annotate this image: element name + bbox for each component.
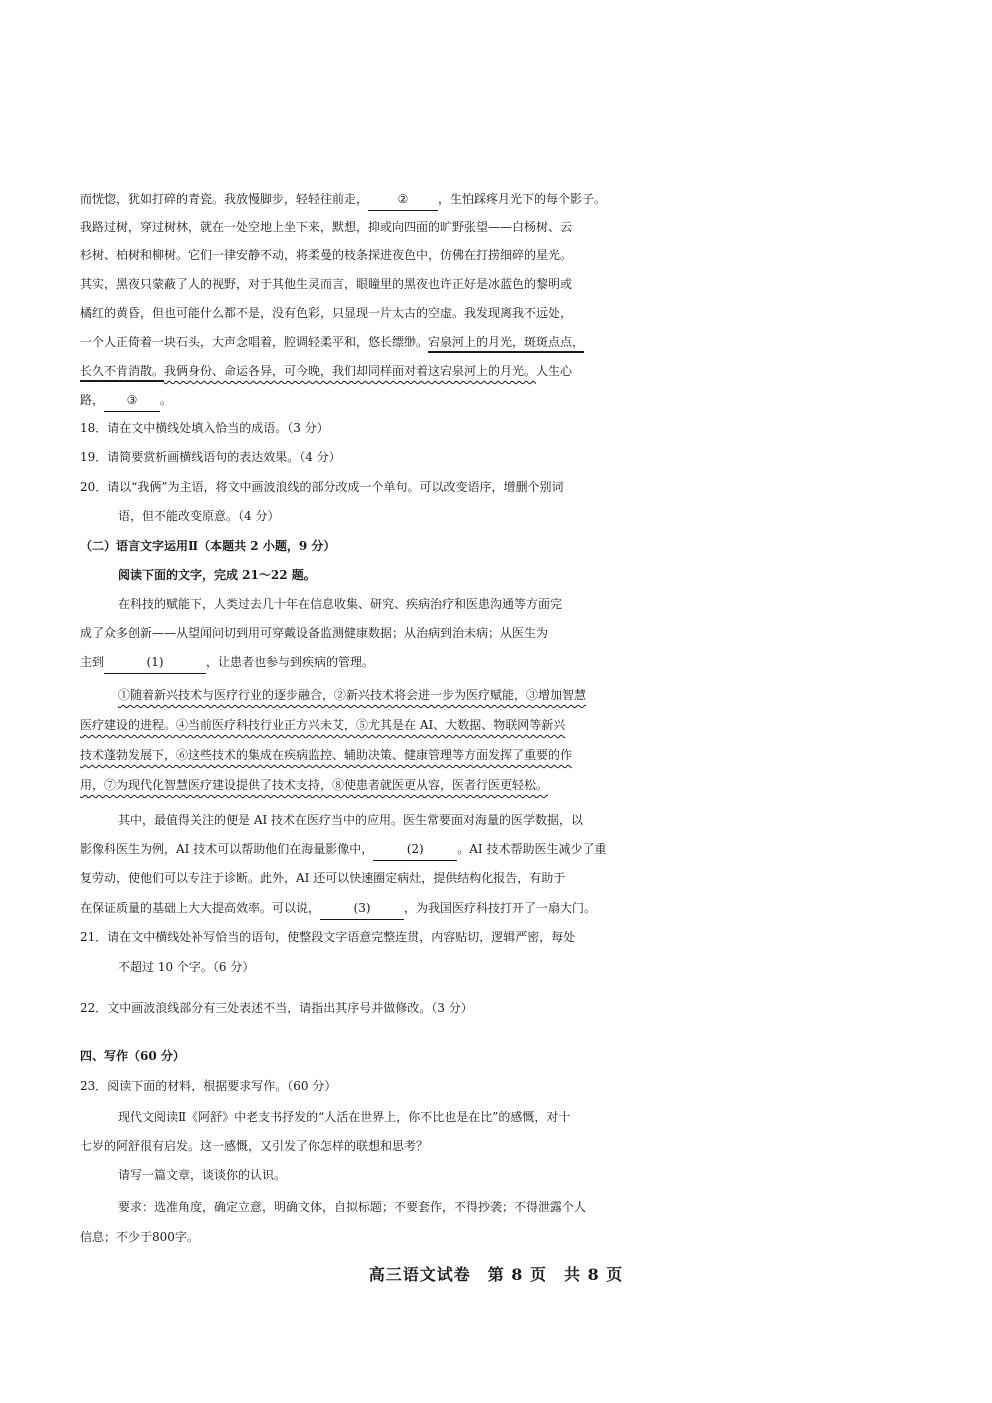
question-18: 18．请在文中横线处填入恰当的成语。（3 分） — [80, 421, 329, 435]
question-19: 19．请简要赏析画横线语句的表达效果。（4 分） — [80, 450, 341, 464]
material-line-3: 请写一篇文章，谈谈你的认识。 — [118, 1168, 287, 1182]
passage-text: 。AI 技术帮助医生减少了重 — [457, 842, 607, 856]
requirements-line-2: 信息；不少于800字。 — [80, 1230, 199, 1244]
passage-line-6 — [0, 329, 992, 355]
passage-text: 人生心 — [536, 364, 573, 378]
blank-s2-2: (2) — [373, 838, 457, 861]
passage-text: ，让患者也参与到疾病的管理。 — [206, 655, 375, 669]
passage-text: 路， — [80, 393, 105, 407]
wavy-text: 技术蓬勃发展下，⑥这些技术的集成在疾病监控、辅助决策、健康管理等方面发挥了重要的作 — [80, 748, 573, 762]
question-23: 23．阅读下面的材料，根据要求写作。（60 分） — [80, 1079, 337, 1093]
material-line-2: 七岁的阿舒很有启发。这一感慨，又引发了你怎样的联想和思考？ — [80, 1139, 429, 1153]
blank-s2-1: (1) — [104, 651, 206, 674]
requirements-line-1: 要求：选准角度，确定立意，明确文体，自拟标题；不要套作，不得抄袭；不得泄露个人 — [118, 1200, 587, 1214]
passage-line-7 — [0, 358, 992, 384]
s2-para-1-line-3 — [0, 649, 992, 675]
wavy-line-4 — [0, 772, 992, 798]
blank-2: ② — [368, 188, 438, 211]
blank-3: ③ — [104, 389, 160, 412]
passage-line-2: 我路过树，穿过树林，就在一处空地上坐下来，默想，抑或向四面的旷野张望——白杨树、云 — [80, 220, 573, 234]
wavy-text: 用，⑦为现代化智慧医疗建设提供了技术支持，⑧使患者就医更从容，医者行医更轻松。 — [80, 778, 549, 792]
wavy-line-2 — [0, 712, 992, 738]
s2-para-1-line-2: 成了众多创新——从望闻问切到用可穿戴设备监测健康数据；从治病到治未病；从医生为 — [80, 626, 549, 640]
blank-s2-3: (3) — [320, 897, 404, 920]
passage-line-8 — [0, 387, 992, 413]
s2-para-2-line-2 — [0, 836, 992, 862]
question-21: 21．请在文中横线处补写恰当的语句，使整段文字语意完整连贯，内容贴切，逻辑严密，每处 — [80, 930, 576, 944]
wavy-text: 医疗建设的进程。④当前医疗科技行业正方兴未艾，⑤尤其是在 AI、大数据、物联网等新兴 — [80, 718, 566, 732]
passage-line-1 — [0, 186, 992, 212]
underlined-sentence: 长久不肯消散。 — [80, 364, 165, 378]
s2-para-2-line-3: 复劳动，使他们可以专注于诊断。此外，AI 还可以快速圈定病灶，提供结构化报告，有助于 — [80, 871, 566, 885]
passage-line-5: 橘红的黄昏，但也可能什么都不是，没有色彩，只显现一片太古的空虚。我发现离我不远处， — [80, 306, 573, 320]
wavy-line-1 — [0, 682, 992, 708]
passage-text: 而恍惚，犹如打碎的青瓷。我放慢脚步，轻轻往前走， — [80, 192, 369, 206]
section-2-title: （二）语言文字运用Ⅱ（本题共 2 小题，9 分） — [80, 539, 336, 553]
wavy-line-3 — [0, 742, 992, 768]
passage-text: 一个人正倚着一块石头，大声念唱着，腔调轻柔平和，悠长缥缈。 — [80, 335, 429, 349]
s2-para-2-line-1: 其中，最值得关注的便是 AI 技术在医疗当中的应用。医生常要面对海量的医学数据，以 — [118, 813, 584, 827]
page-footer: 高三语文试卷 第 8 页 共 8 页 — [368, 1265, 624, 1284]
underlined-sentence: 宕泉河上的月光，斑斑点点， — [428, 335, 585, 349]
passage-text: ，生怕踩疼月光下的每个影子。 — [438, 192, 607, 206]
material-line-1: 现代文阅读Ⅱ《阿舒》中老支书抒发的“人活在世界上，你不比也是在比”的感慨，对十 — [118, 1110, 571, 1124]
section-2-instruction: 阅读下面的文字，完成 21～22 题。 — [118, 568, 316, 582]
passage-text: ，为我国医疗科技打开了一扇大门。 — [404, 901, 597, 915]
passage-text: 在保证质量的基础上大大提高效率。可以说， — [80, 901, 321, 915]
question-22: 22．文中画波浪线部分有三处表述不当，请指出其序号并做修改。（3 分） — [80, 1001, 473, 1015]
passage-text: 主到 — [80, 655, 105, 669]
question-20: 20．请以“我俩”为主语，将文中画波浪线的部分改成一个单句。可以改变语序，增删个别词 — [80, 480, 564, 494]
wavy-text: ①随着新兴技术与医疗行业的逐步融合，②新兴技术将会进一步为医疗赋能，③增加智慧 — [118, 688, 587, 702]
passage-text: 影像科医生为例，AI 技术可以帮助他们在海量影像中， — [80, 842, 374, 856]
question-21-cont: 不超过 10 个字。（6 分） — [118, 960, 255, 974]
s2-para-1-line-1: 在科技的赋能下，人类过去几十年在信息收集、研究、疾病治疗和医患沟通等方面完 — [118, 597, 563, 611]
passage-line-4: 其实，黑夜只蒙蔽了人的视野，对于其他生灵而言，眼瞳里的黑夜也许正好是冰蓝色的黎明或 — [80, 277, 573, 291]
passage-line-3: 杉树、柏树和柳树。它们一律安静不动，将柔曼的枝条探进夜色中，仿佛在打捞细碎的星光。 — [80, 248, 573, 262]
section-4-title: 四、写作（60 分） — [80, 1049, 185, 1063]
passage-text: 。 — [160, 393, 173, 407]
s2-para-2-line-4 — [0, 895, 992, 921]
question-20-cont: 语，但不能改变原意。（4 分） — [118, 509, 280, 523]
wavy-sentence: 我俩身份、命运各异，可今晚，我们却同样面对着这宕泉河上的月光。 — [164, 364, 537, 378]
